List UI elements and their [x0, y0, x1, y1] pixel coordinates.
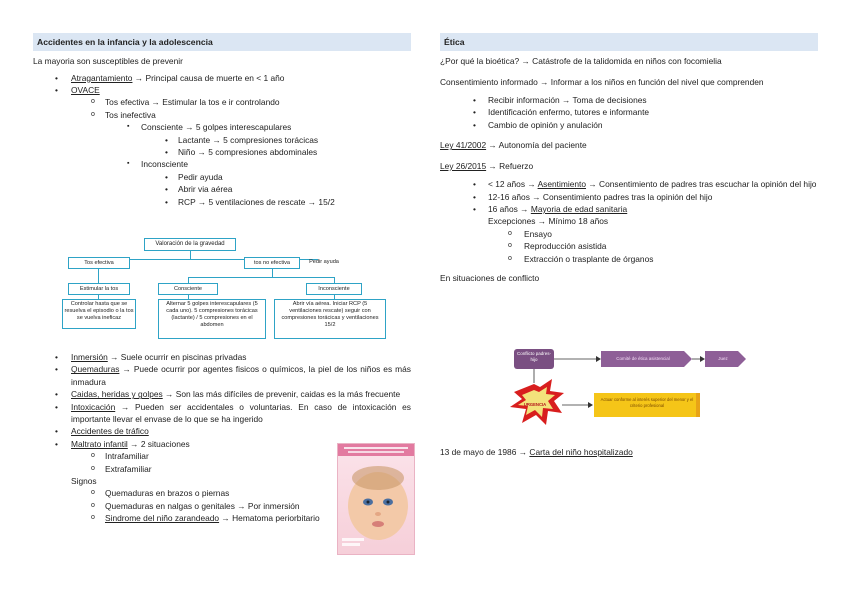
diagram-node-tos-no-efectiva: tos no efectiva — [244, 257, 300, 269]
diagram-node-juez: Juez — [718, 356, 728, 361]
diagram-node-estimular: Estimular la tos — [68, 283, 130, 295]
list-item: • Maltrato infantil → 2 situaciones — [33, 438, 411, 450]
list-item: • Pedir ayuda — [33, 171, 411, 183]
list-item: • Accidentes de tráfico — [33, 425, 411, 437]
list-item: o Tos efectiva → Estimular la tos e ir controlando — [33, 96, 411, 108]
list-item: • OVACE — [33, 84, 411, 96]
list-item: • Inmersión → Suele ocurrir en piscinas privadas — [33, 351, 411, 363]
list-item: ▪ Inconsciente — [33, 158, 411, 170]
list-item: o Quemaduras en nalgas o genitales → Por inmersión — [33, 500, 411, 512]
section-header-etica: Ética — [440, 33, 818, 51]
list-item: o Tos inefectiva — [33, 109, 411, 121]
list-item: • Lactante → 5 compresiones torácicas — [33, 134, 411, 146]
diagram-node-valoracion: Valoración de la gravedad — [144, 238, 236, 251]
list-item: o Extracción o trasplante de órganos — [440, 253, 818, 265]
list-item: o Intrafamiliar — [33, 450, 411, 462]
baby-face-illustration — [338, 444, 414, 554]
conflict-diagram — [508, 347, 758, 427]
diagram-node-comite: Comité de ética asistencial — [616, 356, 670, 361]
ley-41-2002: Ley 41/2002 → Autonomía del paciente — [440, 140, 587, 151]
list-item: o Extrafamiliar — [33, 463, 411, 475]
diagram-node-inconsciente: Inconsciente — [306, 283, 362, 295]
diagram-label-pedir-ayuda: Pedir ayuda — [309, 259, 339, 265]
list-item: • Quemaduras → Puede ocurrir por agentes fisicos o químicos, la piel de los niños es más inmadura — [33, 363, 411, 388]
section-header-accidentes: Accidentes en la infancia y la adolescencia — [33, 33, 411, 51]
diagram-desc-inconsciente: Abrir vía aérea. Iniciar RCP (5 ventilaciones rescate) seguir con compresiones torácicas y ventilaciones 15/2 — [274, 299, 386, 339]
list-item: • Atragantamiento → Principal causa de muerte en < 1 año — [33, 72, 411, 84]
bioetica-question: ¿Por qué la bioética? → Catástrofe de la talidomida en niños con focomielia — [440, 56, 722, 66]
diagram-node-tos-efectiva: Tos efectiva — [68, 257, 130, 269]
diagram-desc-estimular: Controlar hasta que se resuelva el episodio o la tos se vuelva ineficaz — [62, 299, 136, 329]
list-item: o Quemaduras en brazos o piernas — [33, 487, 411, 499]
excepciones-label: Excepciones → Mínimo 18 años — [488, 216, 609, 227]
ovace-diagram — [62, 238, 392, 346]
diagram-node-interes-menor: Actuar conforme al interés superior del menor y el criterio profesional — [600, 397, 694, 408]
consentimiento-text: Consentimiento informado → Informar a los niños en función del nivel que comprenden — [440, 76, 764, 87]
list-item: • Cambio de opinión y anulación — [440, 119, 818, 131]
diagram-node-conflicto: Conflicto padres-hijo — [516, 351, 552, 362]
diagram-desc-consciente: Alternar 5 golpes interescapulares (5 cada uno). 5 compresiones torácicas (lactante) / 5 compresiones en el abdomen — [158, 299, 266, 339]
list-item: o Sindrome del niño zarandeado → Hematoma periorbitario — [33, 512, 411, 524]
list-item: ▪ Consciente → 5 golpes interescapulares — [33, 121, 411, 133]
list-item: • RCP → 5 ventilaciones de rescate → 15/2 — [33, 196, 411, 208]
left-column — [33, 33, 411, 208]
list-item: • Recibir información → Toma de decisiones — [440, 94, 818, 106]
child-poster-image — [337, 443, 415, 555]
list-item: • Caidas, heridas y golpes → Son las más difíciles de prevenir, caidas es la más frecuente — [33, 388, 411, 400]
diagram-node-urgencia: URGENCIA — [523, 402, 547, 407]
conflicto-label: En situaciones de conflicto — [440, 273, 540, 284]
right-column — [440, 33, 818, 285]
diagram-node-consciente: Consciente — [158, 283, 218, 295]
list-item: • 12-16 años → Consentimiento padres tras la opinión del hijo — [440, 191, 818, 203]
list-item: • Identificación enfermo, tutores e informante — [440, 106, 818, 118]
list-item: • < 12 años → Asentimiento → Consentimiento de padres tras escuchar la opinión del hijo — [440, 178, 818, 190]
intro-text: La mayoria son susceptibles de prevenir — [33, 56, 183, 66]
list-item: • 16 años → Mayoria de edad sanitaria — [440, 203, 818, 215]
list-item: • Abrir via aérea — [33, 183, 411, 195]
signos-label: Signos — [71, 476, 97, 487]
ley-26-2015: Ley 26/2015 → Refuerzo — [440, 160, 534, 171]
list-item: o Ensayo — [440, 228, 818, 240]
list-item: • Intoxicación → Pueden ser accidentales o voluntarias. En caso de intoxicación es importante llevar el envase de lo que se ha ingerido — [33, 401, 411, 426]
carta-nino-hospitalizado: 13 de mayo de 1986 → Carta del niño hospitalizado — [440, 447, 633, 457]
list-item: • Niño → 5 compresiones abdominales — [33, 146, 411, 158]
list-item: o Reproducción asistida — [440, 240, 818, 252]
